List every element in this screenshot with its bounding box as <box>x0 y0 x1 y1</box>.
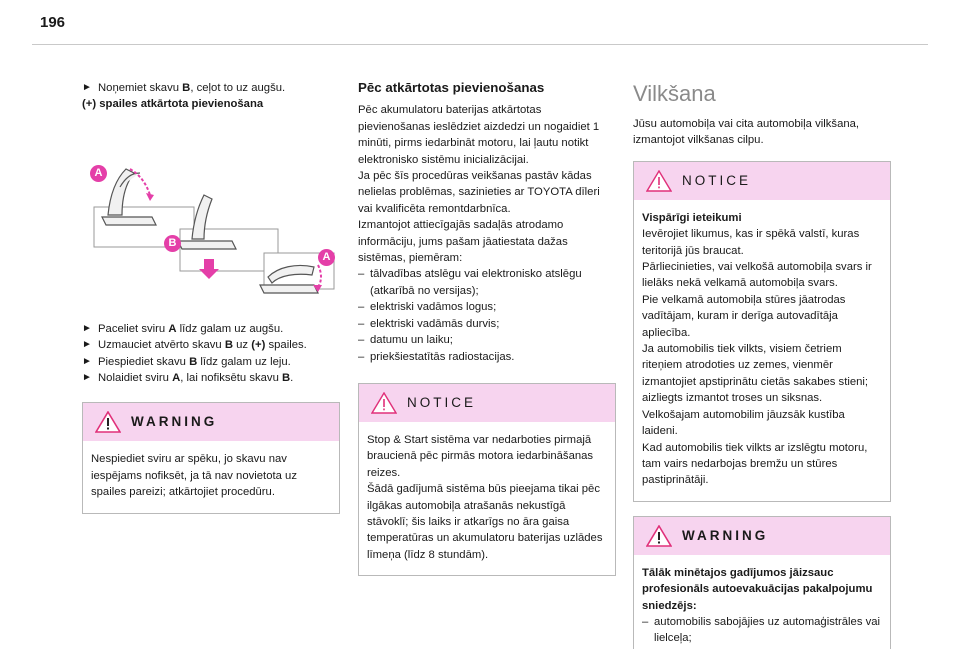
reconnect-step <box>82 354 340 370</box>
label-b <box>164 235 181 252</box>
warning-title-towing: WARNING <box>682 527 769 543</box>
warning-box-clamp <box>82 402 340 513</box>
column-left <box>82 80 340 514</box>
arrow-right-icon: ► <box>82 339 92 351</box>
warning-text: Nespiediet sviru ar spēku, jo skavu nav iespējams nofiksēt, ja tā nav novietota uz spailes pareizi; atkārtojiet procedūru. <box>91 453 297 499</box>
notice-header-towing <box>634 162 890 200</box>
general-tips-heading: Vispārīgi ieteikumi <box>642 211 742 224</box>
notice-paragraph: Ievērojiet likumus, kas ir spēkā valstī, kuras teritorijā jūs braucat. <box>642 228 860 257</box>
list-item: – elektriski vadāmās durvis; <box>358 317 500 330</box>
towing-intro: Jūsu automobiļa vai cita automobiļa vilkšana, izmantojot vilkšanas cilpu. <box>633 118 860 147</box>
warning-header-towing <box>634 517 890 555</box>
step-text: Uzmauciet atvērto skavu B uz (+) spailes. <box>98 339 307 352</box>
notice-body-towing <box>634 200 890 501</box>
notice-paragraph: Kad automobilis tiek vilkts ar izslēgtu motoru, tam vairs nedarbojas bremžu un stūres pastiprinātāji. <box>642 441 868 487</box>
list-item: – datumu un laiku; <box>358 334 453 347</box>
arrow-right-icon: ► <box>82 372 92 384</box>
reconnect-step <box>82 370 340 386</box>
after-reconnect-p2: Ja pēc šīs procedūras veikšanas pastāv kādas nelielas problēmas, sazinieties ar TOYOTA dīleri vai kvalificēta remontdarbnīca. <box>358 170 600 215</box>
notice-p2: Šādā gadījumā sistēma būs pieejama tikai pēc ilgākas automobiļa atrašanās nekustīgā stāvoklī; šis laiks ir atkarīgs no āra gaisa temperatūras un akumulatoru baterijas uzlādes līmeņa (līdz 8 stundām). <box>367 483 603 561</box>
warning-box-towing <box>633 516 891 649</box>
arrow-right-icon: ► <box>82 82 92 93</box>
list-item: – elektriski vadāmos logus; <box>358 301 497 314</box>
step-text: Piespiediet skavu B līdz galam uz leju. <box>98 355 291 368</box>
arrow-right-icon: ► <box>82 355 92 367</box>
notice-paragraph: Pārliecinieties, vai velkošā automobiļa svars ir lielāks nekā velkamā automobiļa svars. <box>642 261 872 290</box>
intro-step <box>82 80 340 96</box>
after-reconnect-p1: Pēc akumulatoru baterijas atkārtotas pievienošanas ieslēdziet aizdedzi un nogaidiet 1 minūti, pirms iedarbināt motoru, lai ļautu notikt elektronisko sistēmu inicializācijai. <box>358 104 600 166</box>
notice-paragraph: Velkošajam automobilim jāuzsāk kustība laideni. <box>642 408 845 438</box>
professional-tow-heading: Tālāk minētajos gadījumos jāizsauc profesionāls autoevakuācijas pakalpojumu sniedzējs: <box>642 566 873 612</box>
list-item: – priekšiestatītās radiostacijas. <box>358 350 515 363</box>
general-tips-text <box>642 226 882 489</box>
section-heading-after-reconnect: Pēc atkārtotas pievienošanas <box>358 80 545 95</box>
column-right <box>633 80 891 649</box>
after-reconnect-p3: Izmantojot attiecīgajās sadaļās atrodamo informāciju, jums pašam jāatiestata dažas sistēmas, piemēram: <box>358 219 568 265</box>
terminal-clamp-illustration <box>82 117 340 313</box>
label-a-top <box>90 165 107 182</box>
reconnect-step <box>82 337 340 353</box>
intro-steps <box>82 80 340 96</box>
subheading-terminal-reconnect: (+) spailes atkārtota pievienošana <box>82 98 264 111</box>
label-b-text: B <box>168 237 177 250</box>
reconnect-step <box>82 321 340 337</box>
notice-header <box>359 384 615 422</box>
notice-p1: Stop & Start sistēma var nedarboties pirmajā braucienā pēc pirmās motora iedarbināšanas reizes. <box>367 433 594 479</box>
clamp-diagram-svg <box>82 117 340 313</box>
notice-body <box>359 422 615 575</box>
notice-triangle-icon <box>371 392 397 414</box>
notice-box-towing <box>633 161 891 502</box>
label-a-text: A <box>94 167 103 180</box>
label-a-bottom <box>318 249 335 266</box>
warning-header <box>83 403 339 441</box>
arrow-right-icon: ► <box>82 322 92 334</box>
warning-triangle-icon <box>95 411 121 433</box>
warning-body-towing <box>634 555 890 649</box>
notice-paragraph: Ja automobilis tiek vilkts, visiem četriem riteņiem atrodoties uz zemes, vienmēr izmantojiet apstiprinātu cietās sakabes stieni; aizliegts izmantot troses un siksnas. <box>642 343 869 405</box>
professional-tow-list <box>642 614 882 647</box>
reconnect-steps <box>82 321 340 387</box>
header-rule <box>32 44 928 45</box>
step-text: Paceliet sviru A līdz galam uz augšu. <box>98 322 284 335</box>
list-item: – tālvadības atslēgu vai elektronisko atslēgu (atkarībā no versijas); <box>358 268 582 297</box>
clamp-1 <box>102 169 156 225</box>
column-middle <box>358 80 616 576</box>
notice-paragraph: Pie velkamā automobiļa stūres jāatrodas vadītājam, kuram ir derīga autovadītāja apliecība. <box>642 293 846 339</box>
step-text: Nolaidiet sviru A, lai nofiksētu skavu B. <box>98 372 294 385</box>
label-a-text-2: A <box>322 251 331 264</box>
page-number: 196 <box>40 14 66 31</box>
notice-box-stop-start <box>358 383 616 576</box>
notice-title-towing: NOTICE <box>682 172 752 188</box>
notice-triangle-icon <box>646 170 672 192</box>
reset-systems-list <box>358 266 616 364</box>
warning-title: WARNING <box>131 414 218 430</box>
step-text: Noņemiet skavu B, ceļot to uz augšu. <box>98 82 286 94</box>
notice-title: NOTICE <box>407 394 477 410</box>
warning-triangle-icon <box>646 525 672 547</box>
list-item: – automobilis sabojājies uz automaģistrāles vai lielceļa; <box>642 615 881 645</box>
section-heading-towing: Vilkšana <box>633 81 716 106</box>
